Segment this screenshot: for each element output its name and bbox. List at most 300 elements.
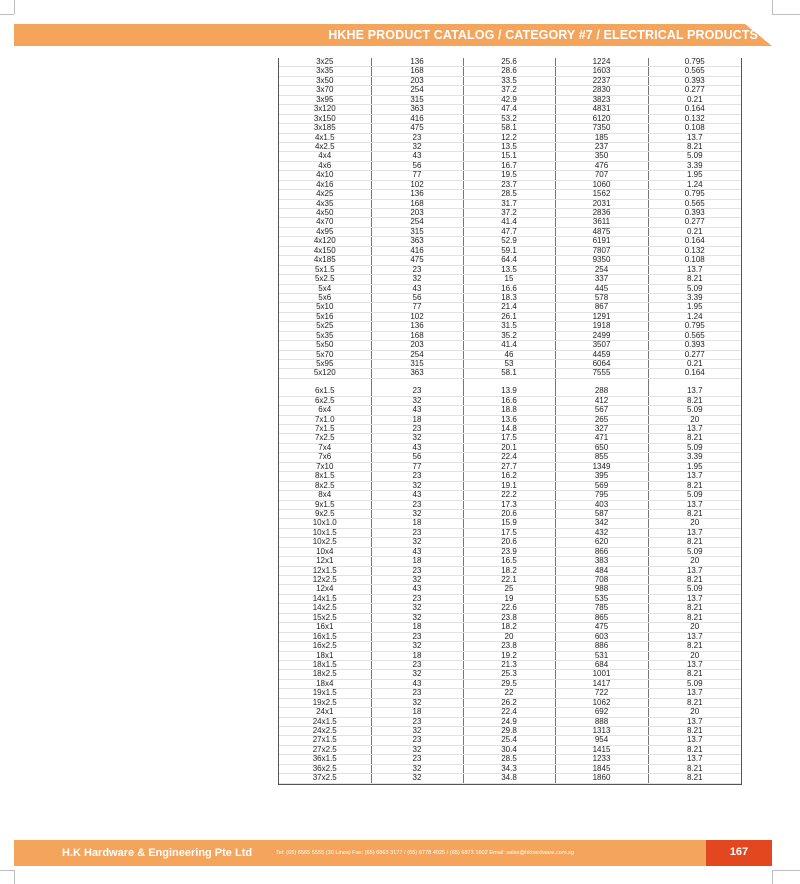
table-row	[279, 396, 741, 405]
table-cell: 587	[555, 509, 648, 518]
table-cell: 3x95	[279, 95, 371, 104]
table-cell: 32	[371, 642, 463, 651]
table-cell: 395	[555, 472, 648, 481]
table-cell: 412	[555, 396, 648, 405]
table-cell: 23	[371, 472, 463, 481]
table-cell: 4x35	[279, 199, 371, 208]
table-cell: 8.21	[648, 396, 741, 405]
table-cell: 8x1.5	[279, 472, 371, 481]
table-row	[279, 275, 741, 284]
table-cell: 6x1.5	[279, 387, 371, 396]
table-cell: 13.9	[463, 387, 555, 396]
table-cell: 16.5	[463, 557, 555, 566]
table-cell: 0.393	[648, 209, 741, 218]
table-row	[279, 481, 741, 490]
table-cell: 6120	[555, 114, 648, 123]
table-row	[279, 519, 741, 528]
table-row	[279, 774, 741, 783]
table-cell: 23	[371, 736, 463, 745]
catalog-header	[14, 24, 772, 46]
table-cell: 28.5	[463, 755, 555, 764]
table-row	[279, 86, 741, 95]
table-cell: 1224	[555, 58, 648, 67]
table-cell: 0.164	[648, 369, 741, 378]
table-cell: 30.4	[463, 745, 555, 754]
table-cell: 56	[371, 161, 463, 170]
table-row	[279, 632, 741, 641]
table-cell: 22.6	[463, 604, 555, 613]
table-cell: 19	[463, 594, 555, 603]
table-cell: 795	[555, 491, 648, 500]
table-cell: 4x50	[279, 209, 371, 218]
table-cell: 18	[371, 623, 463, 632]
table-cell: 23	[371, 566, 463, 575]
table-cell: 1.95	[648, 462, 741, 471]
table-cell: 707	[555, 171, 648, 180]
table-cell: 350	[555, 152, 648, 161]
table-cell: 416	[371, 246, 463, 255]
table-cell: 23.7	[463, 180, 555, 189]
table-cell: 20.6	[463, 538, 555, 547]
table-row	[279, 509, 741, 518]
table-row	[279, 265, 741, 274]
table-cell: 1860	[555, 774, 648, 783]
table-cell: 684	[555, 660, 648, 669]
table-cell: 28.5	[463, 190, 555, 199]
table-cell: 22	[463, 689, 555, 698]
table-cell: 475	[555, 623, 648, 632]
table-row	[279, 350, 741, 359]
table-cell: 5.09	[648, 284, 741, 293]
table-cell: 866	[555, 547, 648, 556]
table-row	[279, 613, 741, 622]
table-cell: 7350	[555, 124, 648, 133]
table-cell: 15x2.5	[279, 613, 371, 622]
catalog-footer	[14, 840, 772, 866]
table-cell: 363	[371, 105, 463, 114]
contact-info: Tel: (65) 6565 5555 (30 Lines) Fax: (65) 6863 3177 / (65) 6778 4025 / (65) 6873 1602 Email: sales@hkhardware.com.sg	[276, 850, 574, 856]
table-cell: 12x4	[279, 585, 371, 594]
table-cell: 43	[371, 491, 463, 500]
table-row	[279, 462, 741, 471]
table-cell: 21.3	[463, 660, 555, 669]
table-cell: 8.21	[648, 745, 741, 754]
table-cell: 954	[555, 736, 648, 745]
table-cell: 59.1	[463, 246, 555, 255]
table-row	[279, 651, 741, 660]
table-row	[279, 764, 741, 773]
table-row	[279, 604, 741, 613]
table-cell: 13.7	[648, 736, 741, 745]
table-cell: 0.164	[648, 237, 741, 246]
table-cell: 185	[555, 133, 648, 142]
table-cell: 6064	[555, 360, 648, 369]
table-cell: 20	[463, 632, 555, 641]
table-cell: 16.6	[463, 396, 555, 405]
table-cell	[648, 378, 741, 387]
table-cell: 4x16	[279, 180, 371, 189]
table-cell: 0.795	[648, 190, 741, 199]
table-cell: 620	[555, 538, 648, 547]
table-row	[279, 293, 741, 302]
table-row	[279, 142, 741, 151]
table-cell: 5x10	[279, 303, 371, 312]
table-row	[279, 547, 741, 556]
table-cell: 8x2.5	[279, 481, 371, 490]
table-cell: 1.24	[648, 312, 741, 321]
table-cell: 315	[371, 227, 463, 236]
table-row	[279, 369, 741, 378]
table-cell: 27x1.5	[279, 736, 371, 745]
table-row	[279, 76, 741, 85]
table-cell: 5.09	[648, 443, 741, 452]
table-cell: 4459	[555, 350, 648, 359]
table-cell: 5.09	[648, 585, 741, 594]
table-cell: 64.4	[463, 256, 555, 265]
table-row	[279, 679, 741, 688]
table-cell: 35.2	[463, 331, 555, 340]
table-row	[279, 576, 741, 585]
table-cell: 56	[371, 453, 463, 462]
table-row	[279, 472, 741, 481]
table-cell: 19x2.5	[279, 698, 371, 707]
table-cell: 15.9	[463, 519, 555, 528]
table-cell: 254	[371, 218, 463, 227]
header-corner-notch	[745, 24, 772, 46]
table-cell: 32	[371, 481, 463, 490]
table-cell: 22.4	[463, 453, 555, 462]
table-cell	[279, 378, 371, 387]
table-cell: 43	[371, 152, 463, 161]
table-cell: 475	[371, 256, 463, 265]
table-row	[279, 105, 741, 114]
table-cell: 3.39	[648, 453, 741, 462]
table-row	[279, 689, 741, 698]
table-cell: 3823	[555, 95, 648, 104]
table-cell: 43	[371, 679, 463, 688]
table-cell: 8.21	[648, 670, 741, 679]
table-cell: 1060	[555, 180, 648, 189]
table-cell: 18	[371, 651, 463, 660]
table-cell: 708	[555, 576, 648, 585]
table-cell: 34.8	[463, 774, 555, 783]
table-row	[279, 387, 741, 396]
table-cell: 0.795	[648, 58, 741, 67]
table-cell: 43	[371, 406, 463, 415]
table-cell: 168	[371, 199, 463, 208]
table-cell: 43	[371, 547, 463, 556]
table-cell: 32	[371, 764, 463, 773]
table-cell: 13.7	[648, 500, 741, 509]
table-cell: 10x4	[279, 547, 371, 556]
table-cell: 16.7	[463, 161, 555, 170]
table-cell: 988	[555, 585, 648, 594]
table-cell: 254	[371, 350, 463, 359]
table-row	[279, 227, 741, 236]
table-cell: 5x95	[279, 360, 371, 369]
table-cell: 15	[463, 275, 555, 284]
table-cell: 1.95	[648, 171, 741, 180]
table-row	[279, 557, 741, 566]
table-cell: 8.21	[648, 481, 741, 490]
table-cell: 8.21	[648, 538, 741, 547]
table-cell: 24x1	[279, 708, 371, 717]
table-cell: 20.6	[463, 509, 555, 518]
table-row	[279, 199, 741, 208]
table-cell	[555, 378, 648, 387]
table-cell: 315	[371, 95, 463, 104]
table-row	[279, 434, 741, 443]
table-cell: 19.5	[463, 171, 555, 180]
table-cell: 5x6	[279, 293, 371, 302]
table-cell	[463, 378, 555, 387]
table-cell: 569	[555, 481, 648, 490]
table-cell: 32	[371, 698, 463, 707]
table-cell: 383	[555, 557, 648, 566]
crop-mark-top-right	[772, 0, 773, 14]
table-row	[279, 256, 741, 265]
table-cell: 1.24	[648, 180, 741, 189]
table-cell: 0.21	[648, 95, 741, 104]
table-cell: 9x1.5	[279, 500, 371, 509]
table-cell: 363	[371, 237, 463, 246]
table-cell: 20	[648, 623, 741, 632]
table-row	[279, 528, 741, 537]
table-cell: 12x2.5	[279, 576, 371, 585]
table-cell: 2237	[555, 76, 648, 85]
table-row	[279, 566, 741, 575]
table-cell: 0.277	[648, 86, 741, 95]
table-cell: 8.21	[648, 434, 741, 443]
table-cell: 37.2	[463, 86, 555, 95]
table-cell: 4x120	[279, 237, 371, 246]
table-cell: 8x4	[279, 491, 371, 500]
table-cell: 16.2	[463, 472, 555, 481]
table-cell: 32	[371, 774, 463, 783]
table-cell: 475	[371, 124, 463, 133]
table-cell: 8.21	[648, 604, 741, 613]
table-cell: 22.1	[463, 576, 555, 585]
table-cell: 7807	[555, 246, 648, 255]
table-cell: 136	[371, 190, 463, 199]
table-cell: 8.21	[648, 642, 741, 651]
table-cell: 16x1	[279, 623, 371, 632]
table-cell: 8.21	[648, 275, 741, 284]
table-cell: 31.7	[463, 199, 555, 208]
table-cell: 288	[555, 387, 648, 396]
table-cell: 168	[371, 331, 463, 340]
table-cell: 0.108	[648, 124, 741, 133]
table-cell: 363	[371, 369, 463, 378]
table-cell: 6191	[555, 237, 648, 246]
table-row	[279, 58, 741, 67]
table-cell: 16x2.5	[279, 642, 371, 651]
table-cell: 8.21	[648, 727, 741, 736]
table-cell: 7x1.5	[279, 425, 371, 434]
table-cell: 237	[555, 142, 648, 151]
table-cell: 32	[371, 604, 463, 613]
table-cell: 3x185	[279, 124, 371, 133]
table-cell: 5x4	[279, 284, 371, 293]
table-cell: 5x120	[279, 369, 371, 378]
table-cell: 25.3	[463, 670, 555, 679]
table-cell: 17.3	[463, 500, 555, 509]
table-cell: 14.8	[463, 425, 555, 434]
table-cell: 16.6	[463, 284, 555, 293]
table-cell: 1603	[555, 67, 648, 76]
table-cell: 19.2	[463, 651, 555, 660]
table-cell: 7x2.5	[279, 434, 371, 443]
table-cell: 2836	[555, 209, 648, 218]
table-cell: 24x1.5	[279, 717, 371, 726]
table-cell: 5.09	[648, 406, 741, 415]
table-cell: 22.4	[463, 708, 555, 717]
table-cell: 1417	[555, 679, 648, 688]
crop-mark-bottom-left	[14, 870, 15, 884]
table-cell: 432	[555, 528, 648, 537]
table-cell: 18	[371, 557, 463, 566]
table-cell: 23.8	[463, 642, 555, 651]
table-cell: 47.4	[463, 105, 555, 114]
table-cell: 46	[463, 350, 555, 359]
table-cell: 476	[555, 161, 648, 170]
table-cell: 445	[555, 284, 648, 293]
cable-spec-table-body	[279, 58, 741, 783]
table-cell: 692	[555, 708, 648, 717]
table-cell: 36x1.5	[279, 755, 371, 764]
table-cell: 32	[371, 509, 463, 518]
table-cell: 13.7	[648, 717, 741, 726]
cable-spec-table-container	[278, 58, 742, 785]
table-cell: 0.565	[648, 199, 741, 208]
table-cell: 18x2.5	[279, 670, 371, 679]
table-cell: 865	[555, 613, 648, 622]
table-cell: 28.6	[463, 67, 555, 76]
table-cell: 3x50	[279, 76, 371, 85]
table-cell: 42.9	[463, 95, 555, 104]
table-row	[279, 190, 741, 199]
table-cell: 43	[371, 585, 463, 594]
table-cell: 168	[371, 67, 463, 76]
table-cell: 4x70	[279, 218, 371, 227]
table-cell: 0.277	[648, 218, 741, 227]
table-row	[279, 660, 741, 669]
table-cell: 0.21	[648, 360, 741, 369]
table-cell: 20	[648, 519, 741, 528]
table-cell: 23	[371, 660, 463, 669]
table-cell: 32	[371, 538, 463, 547]
table-cell: 0.108	[648, 256, 741, 265]
table-cell: 1233	[555, 755, 648, 764]
table-cell: 0.21	[648, 227, 741, 236]
table-cell: 23	[371, 717, 463, 726]
table-row	[279, 415, 741, 424]
table-row	[279, 425, 741, 434]
table-cell: 2031	[555, 199, 648, 208]
table-cell: 27x2.5	[279, 745, 371, 754]
table-cell: 5x70	[279, 350, 371, 359]
table-cell: 8.21	[648, 698, 741, 707]
table-cell: 32	[371, 745, 463, 754]
table-cell: 15.1	[463, 152, 555, 161]
table-row	[279, 406, 741, 415]
table-cell: 25	[463, 585, 555, 594]
table-cell: 21.4	[463, 303, 555, 312]
table-cell: 18x1.5	[279, 660, 371, 669]
table-cell: 403	[555, 500, 648, 509]
table-cell: 23	[371, 689, 463, 698]
table-cell: 32	[371, 727, 463, 736]
table-cell: 203	[371, 76, 463, 85]
crop-mark-bottom-right	[772, 870, 773, 884]
table-row	[279, 736, 741, 745]
page-number: 167	[706, 840, 772, 866]
table-cell: 203	[371, 209, 463, 218]
table-cell: 32	[371, 434, 463, 443]
company-name: H.K Hardware & Engineering Pte Ltd	[62, 847, 253, 859]
table-row	[279, 443, 741, 452]
table-cell: 4x95	[279, 227, 371, 236]
table-cell: 4875	[555, 227, 648, 236]
table-row	[279, 209, 741, 218]
table-cell: 6x4	[279, 406, 371, 415]
table-cell: 14x1.5	[279, 594, 371, 603]
table-row	[279, 717, 741, 726]
table-cell: 0.277	[648, 350, 741, 359]
table-cell: 4x6	[279, 161, 371, 170]
table-cell: 14x2.5	[279, 604, 371, 613]
table-cell: 34.3	[463, 764, 555, 773]
table-cell: 23	[371, 632, 463, 641]
table-cell: 315	[371, 360, 463, 369]
table-cell: 8.21	[648, 142, 741, 151]
table-cell: 41.4	[463, 341, 555, 350]
table-cell: 32	[371, 142, 463, 151]
table-cell: 4x10	[279, 171, 371, 180]
table-cell: 18	[371, 519, 463, 528]
table-cell: 8.21	[648, 764, 741, 773]
table-cell: 23	[371, 133, 463, 142]
table-cell: 23	[371, 594, 463, 603]
table-cell: 1.95	[648, 303, 741, 312]
table-row	[279, 670, 741, 679]
table-cell: 5x16	[279, 312, 371, 321]
table-row	[279, 594, 741, 603]
table-cell: 3x35	[279, 67, 371, 76]
table-row	[279, 124, 741, 133]
table-cell: 3.39	[648, 293, 741, 302]
table-cell: 203	[371, 341, 463, 350]
table-cell: 5x35	[279, 331, 371, 340]
table-cell: 53	[463, 360, 555, 369]
table-cell: 8.21	[648, 613, 741, 622]
table-row	[279, 133, 741, 142]
table-cell: 416	[371, 114, 463, 123]
table-cell: 58.1	[463, 124, 555, 133]
table-row	[279, 623, 741, 632]
table-cell: 567	[555, 406, 648, 415]
table-row	[279, 360, 741, 369]
table-cell: 1062	[555, 698, 648, 707]
table-cell: 29.8	[463, 727, 555, 736]
table-row	[279, 341, 741, 350]
table-cell: 327	[555, 425, 648, 434]
table-cell: 17.5	[463, 434, 555, 443]
table-cell: 20	[648, 708, 741, 717]
table-cell: 23	[371, 500, 463, 509]
table-cell: 18x4	[279, 679, 371, 688]
table-cell: 254	[371, 86, 463, 95]
